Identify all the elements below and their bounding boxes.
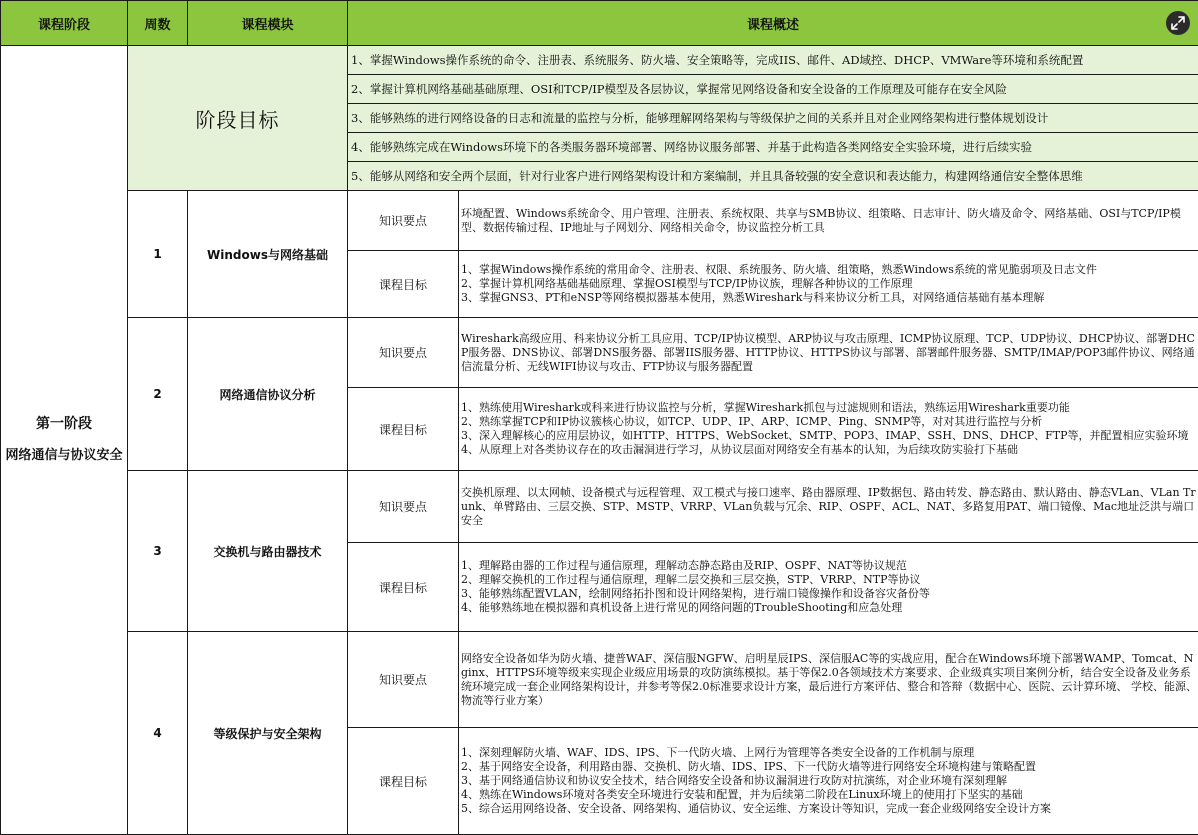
stage-goal-item: 1、掌握Windows操作系统的命令、注册表、系统服务、防火墙、安全策略等，完成IIS、邮件、AD域控、DHCP、VMWare等环境和系统配置 bbox=[348, 46, 1198, 75]
objective-item: 4、从原理上对各类协议存在的攻击漏洞进行学习，从协议层面对网络安全有基本的认知，为后续攻防实验打下基础 bbox=[461, 443, 1197, 457]
header-stage: 课程阶段 bbox=[1, 1, 128, 46]
objective-item: 4、能够熟练地在模拟器和真机设备上进行常见的网络问题的TroubleShooting和应急处理 bbox=[461, 601, 1197, 615]
week-row bbox=[1, 632, 1198, 728]
header-module: 课程模块 bbox=[188, 1, 348, 46]
objective-list bbox=[459, 388, 1198, 471]
week-row bbox=[1, 318, 1198, 388]
knowledge-text: 网络安全设备如华为防火墙、捷普WAF、深信服NGFW、启明星辰IPS、深信服AC等的实战应用，配合在Windows环境下部署WAMP、Tomcat、Nginx、HTTPS环境等级来实现企业级应用场景的攻防演练模拟。基于等保2.0各领域技术方案要求、企业级真实项目案例分析，结合安全设备及业务系统环境完成一套企业网络架构设计，并参考等保2.0标准要求设计方案，最后进行方案评估、整合和答辩（数据中心、医院、云计算环境、 学校、能源、物流等行业方案） bbox=[459, 632, 1198, 728]
stage-goal-item: 4、能够熟练完成在Windows环境下的各类服务器环境部署、网络协议服务部署、并基于此构造各类网络安全实验环境，进行后续实验 bbox=[348, 133, 1198, 162]
knowledge-label: 知识要点 bbox=[348, 471, 459, 543]
knowledge-text: 环境配置、Windows系统命令、用户管理、注册表、系统权限、共享与SMB协议、组策略、日志审计、防火墙及命令、网络基础、OSI与TCP/IP模型、数据传输过程、IP地址与子网划分、网络相关命令，协议监控分析工具 bbox=[459, 191, 1198, 251]
objective-item: 5、综合运用网络设备、安全设备、网络架构、通信协议、安全运维、方案设计等知识，完成一套企业级网络安全设计方案 bbox=[461, 802, 1197, 816]
week-row bbox=[1, 471, 1198, 543]
module-name: 交换机与路由器技术 bbox=[188, 471, 348, 632]
week-number: 2 bbox=[128, 318, 188, 471]
objective-label: 课程目标 bbox=[348, 251, 459, 318]
week-number: 3 bbox=[128, 471, 188, 632]
objective-item: 3、深入理解核心的应用层协议，如HTTP、HTTPS、WebSocket、SMTP、POP3、IMAP、SSH、DNS、DHCP、FTP等，并配置相应实验环境 bbox=[461, 429, 1197, 443]
objective-item: 4、熟练在Windows环境对各类安全环境进行安装和配置，并为后续第二阶段在Linux环境上的使用打下坚实的基础 bbox=[461, 788, 1197, 802]
stage-goal-title: 阶段目标 bbox=[128, 46, 348, 191]
objective-item: 2、理解交换机的工作过程与通信原理，理解二层交换和三层交换，STP、VRRP、NTP等协议 bbox=[461, 573, 1197, 587]
module-name: 网络通信协议分析 bbox=[188, 318, 348, 471]
objective-item: 1、深刻理解防火墙、WAF、IDS、IPS、下一代防火墙、上网行为管理等各类安全设备的工作机制与原理 bbox=[461, 746, 1197, 760]
objective-label: 课程目标 bbox=[348, 728, 459, 835]
week-row bbox=[1, 191, 1198, 251]
objective-item: 3、能够熟练配置VLAN，绘制网络拓扑图和设计网络架构，进行端口镜像操作和设备容灾备份等 bbox=[461, 587, 1197, 601]
stage-goal-item: 5、能够从网络和安全两个层面，针对行业客户进行网络架构设计和方案编制，并且具备较强的安全意识和表达能力，构建网络通信安全整体思维 bbox=[348, 162, 1198, 191]
objective-item: 2、熟练掌握TCP和IP协议簇核心协议，如TCP、UDP、IP、ARP、ICMP、Ping、SNMP等，对对其进行监控与分析 bbox=[461, 415, 1197, 429]
stage-goal-item: 3、能够熟练的进行网络设备的日志和流量的监控与分析，能够理解网络架构与等级保护之间的关系并且对企业网络架构进行整体规划设计 bbox=[348, 104, 1198, 133]
goal-row bbox=[1, 46, 1198, 75]
knowledge-label: 知识要点 bbox=[348, 318, 459, 388]
knowledge-text: 交换机原理、以太网帧、设备模式与远程管理、双工模式与接口速率、路由器原理、IP数据包、路由转发、静态路由、默认路由、静态VLan、VLan Trunk、单臂路由、三层交换、STP、MSTP、VRRP、VLan负载与冗余、RIP、OSPF、ACL、NAT、多路复用PAT、端口镜像、Mac地址泛洪与端口安全 bbox=[459, 471, 1198, 543]
objective-item: 1、熟练使用Wireshark或科来进行协议监控与分析，掌握Wireshark抓包与过滤规则和语法，熟练运用Wireshark重要功能 bbox=[461, 401, 1197, 415]
objective-item: 2、掌握计算机网络基础基础原理、掌握OSI模型与TCP/IP协议族，理解各种协议的工作原理 bbox=[461, 277, 1197, 291]
objective-list bbox=[459, 728, 1198, 835]
header-row bbox=[1, 1, 1198, 46]
objective-list bbox=[459, 251, 1198, 318]
knowledge-text: Wireshark高级应用、科来协议分析工具应用、TCP/IP协议模型、ARP协议与攻击原理、ICMP协议原理、TCP、UDP协议、DHCP协议、部署DHCP服务器、DNS协议、部署DNS服务器、部署IIS服务器、HTTP协议、HTTPS协议与部署、部署邮件服务器、SMTP/IMAP/POP3邮件协议、网络通信流量分析、无线WIFI协议与攻击、FTP协议与服务器配置 bbox=[459, 318, 1198, 388]
objective-item: 1、掌握Windows操作系统的常用命令、注册表、权限、系统服务、防火墙、组策略，熟悉Windows系统的常见脆弱项及日志文件 bbox=[461, 263, 1197, 277]
objective-label: 课程目标 bbox=[348, 388, 459, 471]
header-week: 周数 bbox=[128, 1, 188, 46]
objective-item: 1、理解路由器的工作过程与通信原理，理解动态静态路由及RIP、OSPF、NAT等协议规范 bbox=[461, 559, 1197, 573]
objective-label: 课程目标 bbox=[348, 543, 459, 632]
week-number: 4 bbox=[128, 632, 188, 835]
stage-cell bbox=[1, 46, 128, 835]
week-number: 1 bbox=[128, 191, 188, 318]
expand-arrows-icon bbox=[1171, 16, 1185, 30]
module-name: 等级保护与安全架构 bbox=[188, 632, 348, 835]
objective-item: 2、基于网络安全设备，利用路由器、交换机、防火墙、IDS、IPS、下一代防火墙等进行网络安全环境构建与策略配置 bbox=[461, 760, 1197, 774]
header-overview: 课程概述 bbox=[348, 1, 1198, 46]
expand-icon[interactable] bbox=[1166, 11, 1190, 35]
module-name: Windows与网络基础 bbox=[188, 191, 348, 318]
knowledge-label: 知识要点 bbox=[348, 632, 459, 728]
objective-item: 3、掌握GNS3、PT和eNSP等网络模拟器基本使用，熟悉Wireshark与科来协议分析工具，对网络通信基础有基本理解 bbox=[461, 291, 1197, 305]
stage-goal-item: 2、掌握计算机网络基础基础原理、OSI和TCP/IP模型及各层协议，掌握常见网络设备和安全设备的工作原理及可能存在安全风险 bbox=[348, 75, 1198, 104]
stage-name: 第一阶段 bbox=[1, 416, 127, 433]
stage-subtitle: 网络通信与协议安全 bbox=[1, 447, 127, 464]
knowledge-label: 知识要点 bbox=[348, 191, 459, 251]
objective-list bbox=[459, 543, 1198, 632]
objective-item: 3、基于网络通信协议和协议安全技术，结合网络安全设备和协议漏洞进行攻防对抗演练，对企业环境有深刻理解 bbox=[461, 774, 1197, 788]
